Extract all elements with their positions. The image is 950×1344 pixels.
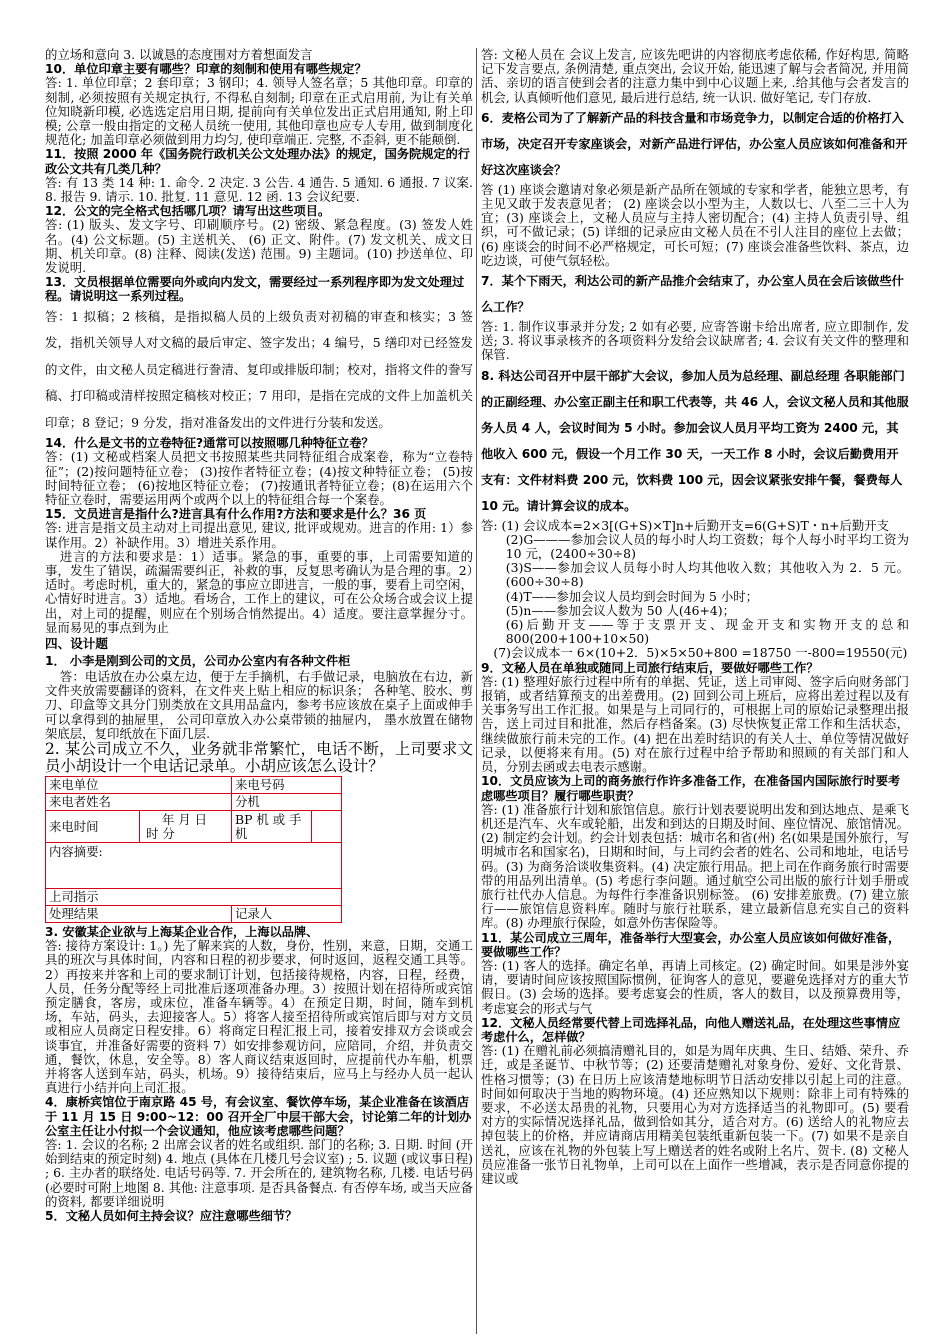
question-9-travel: 9．文秘人员在单独或随同上司旅行结束后，要做好哪些工作？	[481, 660, 819, 675]
question-11-doc-types: 11．按照 2000 年《国务院行政机关公文处理办法》的规定，国务院规定的行政公文共有几类几种？	[45, 147, 470, 176]
section-heading-design: 四、设计题	[45, 636, 108, 651]
form-caller-unit-label: 来电单位	[46, 777, 232, 794]
formula-line-3: (3)S——参加会议人员每小时人均其他收入数；其他收入为 2．5 元。(600÷30÷8)	[505, 560, 909, 590]
design-answer-4: 答: 1. 会议的名称; 2 出席会议者的姓名或组织. 部门的名称; 3. 日期. 时间 (开始到结束的预定时刻) 4. 地点 (具体在几楼几号会议室) ; 5. 议题 (或议事日程) ; 6. 主办者的联络处. 电话号码等. 7. 开会所在的, 建筑物名称, 几楼. 电话号码 (必要时可附上地图 8. 其他: 注意事项. 是否具备餐点. 有否停车场, 或当天应备的资料, 都要详细说明	[45, 1137, 473, 1209]
formula-line-7: (7)会议成本一 6×(10+2．5)×5×50+800 =18750 一-800=19550(元)	[493, 645, 908, 661]
form-result-label: 处理结果	[46, 906, 232, 923]
answer-14-filing: 答：(1) 文秘或档案人员把文书按照某些共同特征组合成案卷，称为“立卷特征”；(2)按问题特征立卷； (3)按作者特征立卷；(4)按文种特征立卷； (5)按时间特征立卷； (6)按地区特征立卷； (7)按通讯者特征立卷；(8)在运用六个特征立卷时，需要运用两个或两个以上的特征组合每一个案卷。	[45, 449, 473, 507]
question-8-meeting-cost: 8. 科达公司召开中层干部扩大会议，参加人员为总经理、副总经理 各职能部门的正副经理、办公室正副主任和职工代表等，共 46 人，会议文秘人员和其他服务人员 4 人，会议时间为 5 小时。参加会议人员月平均工资为 2400 元，其他收入 600 元，假设一个月工作 30 天，一天工作 8 小时，会议后勤费用开支有：文件材料费 200 元，饮料费 100 元，因会议紧张安排午餐，餐费每人 10 元。请计算会议的成本。	[481, 368, 909, 513]
right-column	[481, 48, 909, 1338]
answer-9-travel: 答: (1) 整理好旅行过程中所有的单据、凭证，送上司审阅、签字后向财务部门报销，或者结算预支的出差费用。(2) 回到公司上班后，应将出差过程以及有关事务写出工作汇报。如果是与上司同行的，可根据上司的原始记录整理出报告，送上司过目和批准，然后存档备案。(3) 尽快恢复正常工作和生活状态，继续做旅行前未完的工作。(4) 把在出差时结识的有关人士、单位等情况做好记录，以便将来有用。(5) 对在旅行过程中给予帮助和照顾的有关部门和人员，分别去函或去电表示感谢。	[481, 673, 909, 775]
answer-10-business-trip: 答: (1) 准备旅行计划和旅馆信息。旅行计划表要说明出发和到达地点、是乘飞机还是汽车、火车或轮船，出发和到达的日期及时间、座位情况、旅馆情况。(2) 制定约会计划。约会计划表包括：城市名和省(州) 名(如果是国外旅行，写明城市名和国家名)，日期和时间，与上司约会者的姓名、公司和地址，电话号码。(3) 为商务洽谈收集资料。(4) 决定旅行用品。把上司在作商务旅行时需要带的用品列出清单。(5) 考虑行李问题。通过航空公司出版的旅行计划手册或旅行社代办人信息。为每件行李准备识别标签。 (6) 安排差旅费。(7) 建立旅行——旅馆信息资料库。随时与旅行社联系，建立最新信息充实自己的资料库。(8) 办理旅行保险，如意外伤害保险等。	[481, 801, 909, 931]
answer-10-seal: 答: 1. 单位印章；2 套印章；3 钢印；4. 领导人签名章；5 其他印章。印章的刻制, 必须按照有关规定执行, 不得私自刻制; 印章在正式启用前, 为让有关单位知晓新印模, 必选选定启用日期, 提前向有关单位发出正式启用通知, 附上印模; 公章一般由指定的文秘人员统一使用, 其他印章也应专人专用, 做到制度化规范化; 加盖印章必须做到用力均匀, 使印章端正. 完整, 不歪斜, 更不能颠倒.	[45, 75, 473, 148]
formula-line-5: (5)n——参加会议人数为 50 人(46+4)；	[505, 602, 735, 618]
design-question-1: 1． 小李是刚到公司的文员，公司办公室内有各种文件柜	[45, 654, 351, 668]
form-caller-name-label: 来电者姓名	[46, 794, 232, 811]
column-divider	[476, 48, 477, 1334]
question-13-dispatch: 13．文员根据单位需要向外或向内发文，需要经过一系列程序即为发文处理过程。请说明这一系列过程。	[45, 275, 465, 304]
answer-12-doc-format: 答: (1) 版头、发文字号、印刷顺序号。(2) 密级、紧急程度。(3) 签发人姓名。(4) 公文标题。(5) 主送机关、 (6) 正文、附件。(7) 发文机关、成文日期、机关印章。(8) 注释、阅读(发送) 范围。9) 主题词。(10) 抄送单位、印发说明.	[45, 217, 473, 276]
phone-record-form	[45, 776, 342, 923]
formula-line-1: 答: (1) 会议成本=2×3[(G+S)×T]n+后勤开支=6(G+S)T・n+后勤开支	[481, 517, 890, 533]
design-answer-1: 答：电话放在办公桌左边，便于左手摘机，右手做记录，电脑放在右边，新文件夹放需要翻译的资料，在文件夹上贴上相应的标识条； 各种笔、胶水、剪刀、印盒等文具分门别类放在文具用品盒内，参考书应该放在桌子上面或伸手可以拿得到的抽屉里， 公司印章放入办公桌带锁的抽屉内， 墨水放置在储物架底层，复印纸放在下面几层.	[45, 669, 473, 741]
left-column	[45, 48, 473, 1338]
answer-12-gifts: 答: (1) 在赠礼前必须搞清赠礼目的，如是为周年庆典、生日、结婚、荣升、乔迁，或是圣诞节、中秋节等；(2) 还要清楚赠礼对象身份、爱好、文化背景、性格习惯等；(3) 在日历上应该清楚地标明节日活动安排以引起上司的注意。时间如何取决于当地的购物环境。(4) 还应熟知以下规则：除非上司有特殊的要求，不必送太昂贵的礼物，只要用心为对方选择适当的礼物即可。(5) 要看对方的实际情况选择礼品，做到恰如其分，适合对方。(6) 送给人的礼物应去掉包装上的价格，并应请商店用精美包装纸重新包装一下。(7) 如果不是亲自送礼，应该在礼物的外包装上写上赠送者的姓名或附上名片、贺卡. (8) 文秘人员应准备一张节日礼物单，上司可以在上面作一些增减，表示是否同意你提的建议或	[481, 1043, 909, 1186]
question-12-doc-format: 12．公文的完全格式包括哪几项？请写出这些项目。	[45, 204, 331, 219]
form-bp-value	[312, 811, 342, 843]
question-7-followup: 7．某个下雨天，利达公司的新产品推介会结束了，办公室人员在会后该做些什么工作？	[481, 274, 904, 315]
question-14-filing: 14．什么是文书的立卷特征?通常可以按照哪几种特征立卷？	[45, 436, 374, 451]
answer-5-meeting: 答: 文秘人员在 会议上发言, 应该先吧讲的内容彻底考虑依稀, 作好构思, 简略记下发言要点, 条例清楚, 重点突出, 会议开始, 能迅速了解与会者简况, 并用简活、亲切的语言使到会者的注意力集中到中心议题上来, .给其他与会者发言的机会, 认真倾听他们意见, 最后进行总结, 统一认识. 做好笔记, 专门存放.	[481, 48, 909, 105]
formula-line-6: (6)后勤开支——等于支票开支、现金开支和实物开支的总和 800(200+100+10×50)	[505, 617, 909, 647]
form-bp-label: BP 机 或 手机	[232, 811, 312, 843]
answer-15-advice-part1: 答: 进言是指文员主动对上司提出意见, 建议, 批评或规劝。进言的作用: 1）参谋作用。2）补缺作用。3）增进关系作用。	[45, 520, 473, 550]
design-question-2: 2. 某公司成立不久，业务就非常繁忙，电话不断，上司要求文员小胡设计一个电话记录单。小胡应该怎么设计？	[45, 740, 473, 775]
formula-line-4: (4)T——参加会议人员均到会时间为 5 小时；	[505, 588, 759, 604]
question-10-business-trip: 10．文员应该为上司的商务旅行作许多准备工作，在准备国内国际旅行时要考虑哪些项目？履行哪些职责？	[481, 774, 901, 803]
form-content-label: 内容摘要:	[46, 843, 342, 889]
question-15-advice: 15．文员进言是指什么?进言具有什么作用?方法和要求是什么？36 页	[45, 507, 427, 522]
answer-6-forum: 答 (1) 座谈会邀请对象必须是新产品所在领域的专家和学者，能独立思考，有主见又敢于发表意见者； (2) 座谈会以小型为主，人数以七、八至二三十人为宜；(3) 座谈会上，文秘人员应与主持人密切配合；(4) 主持人负责引导、组织，可不做记录；(5) 详细的记录应由文秘人员在不引人注目的座位上去做；(6) 座谈会的时间不必严格规定，可长可短；(7) 座谈会准备些饮料、茶点，边吃边谈，可使气氛轻松。	[481, 181, 909, 268]
design-question-4: 4．康桥宾馆位于南京路 45 号，有会议室、餐饮停车场，某企业准备在该酒店于 11 月 15 日 9:00~12：00 召开全厂中层干部大会，讨论第二年的计划办公室主任让小付拟一个会议通知，他应该考虑哪些问题？	[45, 1095, 472, 1138]
question-10-seal: 10．单位印章主要有哪些？印章的刻制和使用有哪些规定？	[45, 62, 367, 77]
form-ymd: 年 月 日	[162, 811, 208, 827]
form-instructions-label: 上司指示	[46, 889, 342, 906]
design-question-3: 3. 安徽某企业欲与上海某企业合作，上海以品牌、	[45, 925, 319, 940]
form-datetime-cell	[140, 811, 232, 843]
form-hm: 时 分	[146, 825, 175, 841]
formula-line-2: (2)G———参加会议人员的每小时人均工资数；每个人每小时平均工资为 10 元，(2400÷30÷8)	[505, 531, 909, 562]
paragraph-intro-tail: 的立场和意向 3. 以诚恳的态度围对方着想面发言	[45, 48, 313, 62]
question-12-gifts: 12．文秘人员经常要代替上司选择礼品，向他人赠送礼品，在处理这些事情应考虑什么，怎样做？	[481, 1015, 901, 1044]
form-ext-label: 分机	[232, 794, 342, 811]
answer-7-followup: 答: 1. 制作议事录并分发; 2 如有必要, 应寄答谢卡给出席者, 应立即制作, 发送; 3. 将议事录核齐的各项资料分发给会议缺席者; 4. 会议有关文件的整理和保管.	[481, 319, 909, 363]
answer-15-advice-part2: 进言的方法和要求是：1）适事。紧急的事，重要的事，上司需要知道的事，发生了错误，疏漏需要纠正，补救的事，反复思考确认为是合理的事。2）适时。考虑时机，重大的，紧急的事应立即进言，一般的事，要看上司空闲，心情好时进言。3）适地。看场合，工作上的建议，可在公众场合或会议上提出，对上司的提醒，则应在个别场合悄然提出。4）适度。要注意掌握分寸。显而易见的事点到为止	[45, 548, 473, 635]
answer-11-doc-types: 答: 有 13 类 14 种: 1. 命令. 2 决定. 3 公告. 4 通告. 5 通知. 6 通报. 7 议案. 8. 报告 9. 请示. 10. 批复. 11 意见. 12 函. 13 会议纪要.	[45, 174, 473, 205]
form-call-time-label: 来电时间	[46, 811, 140, 843]
question-6-forum: 6．麦格公司为了了解新产品的科技含量和市场竞争力，以制定合适的价格打入市场，决定召开专家座谈会，对新产品进行评估，办公室人员应该如何准备和开好这次座谈会？	[481, 110, 908, 177]
question-11-banquet: 11．某公司成立三周年，准备举行大型宴会，办公室人员应该如何做好准备，要做哪些工作？	[481, 930, 901, 959]
answer-11-banquet: 答: (1) 客人的选择。确定名单，再请上司核定。(2) 确定时间。如果是涉外宴请，要请时间应该按照国际惯例，征询客人的意见，要避免选择对方的重大节假日。(3) 会场的选择。要考虑宴会的性质，客人的数目，以及预算费用等，考虑宴会的形式与气	[481, 957, 909, 1016]
design-question-5: 5．文秘人员如何主持会议？应注意哪些细节？	[45, 1209, 298, 1224]
form-caller-phone-label: 来电号码	[232, 777, 342, 794]
answer-13-dispatch: 答：1 拟稿；2 核稿，是指拟稿人员的上级负责对初稿的审查和核实；3 签发，指机关领导人对文稿的最后审定、签字发出；4 编号，5 缮印对已经签发的文件，由文秘人员定稿进行誊清、复印或排版印制；校对，指将文件的誊写稿、打印稿或清样按照定稿核对校正；7 用印，是指在完成的文件上加盖机关印章；8 登记；9 分发，指对准备发出的文件进行分装和发送。	[45, 308, 473, 430]
form-recorder-label: 记录人	[232, 906, 342, 923]
design-answer-3: 答: 接待方案设计: 1。) 先了解来宾的人数，身份，性别，来意，日期，交通工具的班次与具体时间，内容和日程的初步要求，何时返回，返程交通工具等。2）再按来并客和上司的要求制订计划，包括接待规格，内容，日程，经费，人员，任务分配等经上司批准后逐项准备办理。3）按照计划在招待所或宾馆预定膳食，客房，或床位，准备车辆等。4）在预定日期，时间，随车到机场，车站，码头，去迎接客人。5）将客人接至招待所或宾馆后即与对方文员或相应人员商定日程安排。6）将商定日程汇报上司，接着安排双方会谈或会谈事宜，并准备好需要的资料 7）如安排参观访问，应陪同，介绍，并负责交通，餐饮，休息，安全等。8）客人商议结束返回时，应提前代办车船，机票并将客人送到车站，码头，机场。9）接待结束后，应马上与经办人员一起认真进行小结并向上司汇报。	[45, 938, 473, 1096]
